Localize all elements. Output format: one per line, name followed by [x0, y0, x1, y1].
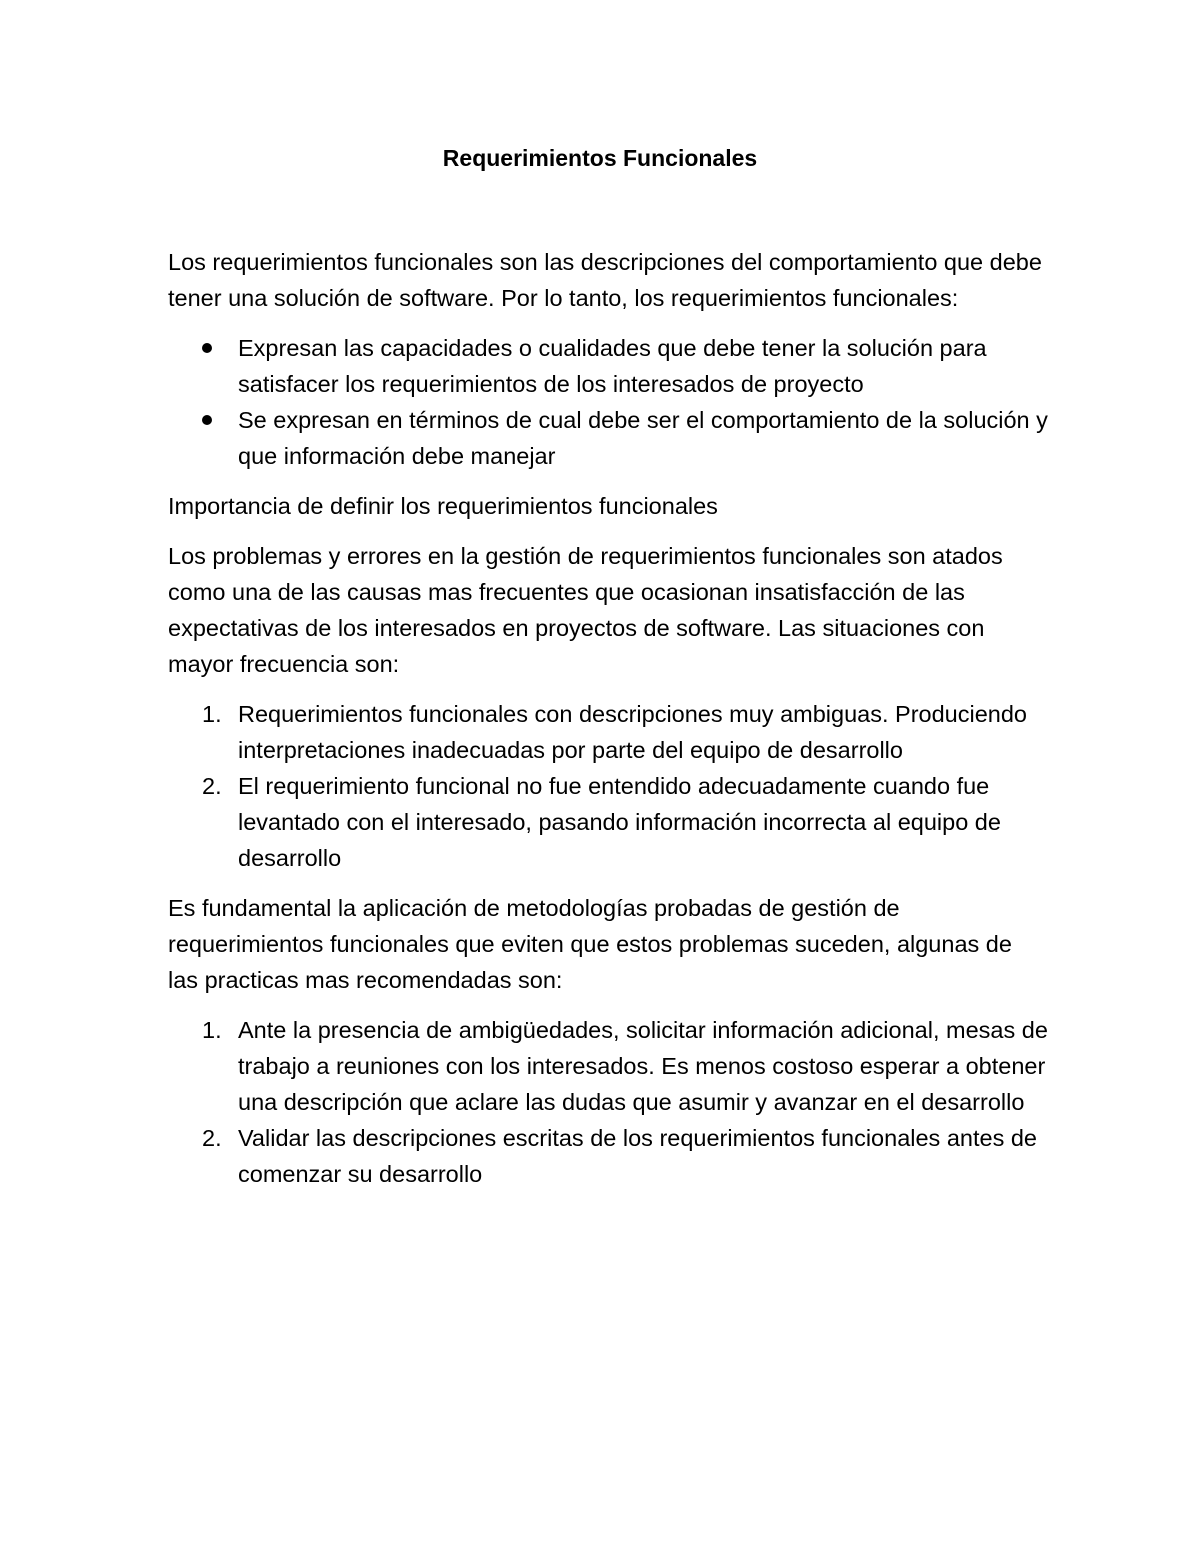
- practices-paragraph: Es fundamental la aplicación de metodologías probadas de gestión de requerimientos funcionales que eviten que estos problemas suceden, algunas de las practicas mas recomendadas son:: [168, 895, 1012, 993]
- numbered-item-text: Validar las descripciones escritas de los requerimientos funcionales antes de comenzar su desarrollo: [238, 1125, 1037, 1187]
- bullet-icon: [202, 415, 212, 425]
- numbered-item-text: El requerimiento funcional no fue entendido adecuadamente cuando fue levantado con el interesado, pasando información incorrecta al equipo de desarrollo: [238, 773, 1001, 871]
- document-body: [168, 244, 1048, 1206]
- item-number: 1.: [202, 701, 222, 727]
- document-title: Requerimientos Funcionales: [442, 145, 758, 171]
- practices-numbered-list: [168, 1012, 1048, 1192]
- capabilities-bullet-list: [168, 330, 1048, 474]
- bullet-icon: [202, 343, 212, 353]
- bullet-item-text: Se expresan en términos de cual debe ser el comportamiento de la solución y que información debe manejar: [238, 407, 1048, 469]
- problems-numbered-list: [168, 696, 1048, 876]
- numbered-item: [168, 1012, 1048, 1120]
- numbered-item-text: Ante la presencia de ambigüedades, solicitar información adicional, mesas de trabajo a reuniones con los interesados. Es menos costoso esperar a obtener una descripción que aclare las dudas que asumir y avanzar en el desarrollo: [238, 1017, 1048, 1115]
- bullet-item: [168, 330, 1048, 402]
- numbered-item: [168, 768, 1048, 876]
- problems-paragraph: Los problemas y errores en la gestión de requerimientos funcionales son atados como una de las causas mas frecuentes que ocasionan insatisfacción de las expectativas de los interesados en proyectos de software. Las situaciones con mayor frecuencia son:: [168, 543, 1003, 677]
- bullet-item-text: Expresan las capacidades o cualidades que debe tener la solución para satisfacer los requerimientos de los interesados de proyecto: [238, 335, 987, 397]
- numbered-item: [168, 1120, 1048, 1192]
- item-number: 2.: [202, 773, 222, 799]
- intro-paragraph: Los requerimientos funcionales son las descripciones del comportamiento que debe tener una solución de software. Por lo tanto, los requerimientos funcionales:: [168, 249, 1042, 311]
- item-number: 2.: [202, 1125, 222, 1151]
- numbered-item-text: Requerimientos funcionales con descripciones muy ambiguas. Produciendo interpretaciones inadecuadas por parte del equipo de desarrollo: [238, 701, 1027, 763]
- item-number: 1.: [202, 1017, 222, 1043]
- importance-heading: Importancia de definir los requerimientos funcionales: [168, 493, 718, 519]
- numbered-item: [168, 696, 1048, 768]
- bullet-item: [168, 402, 1048, 474]
